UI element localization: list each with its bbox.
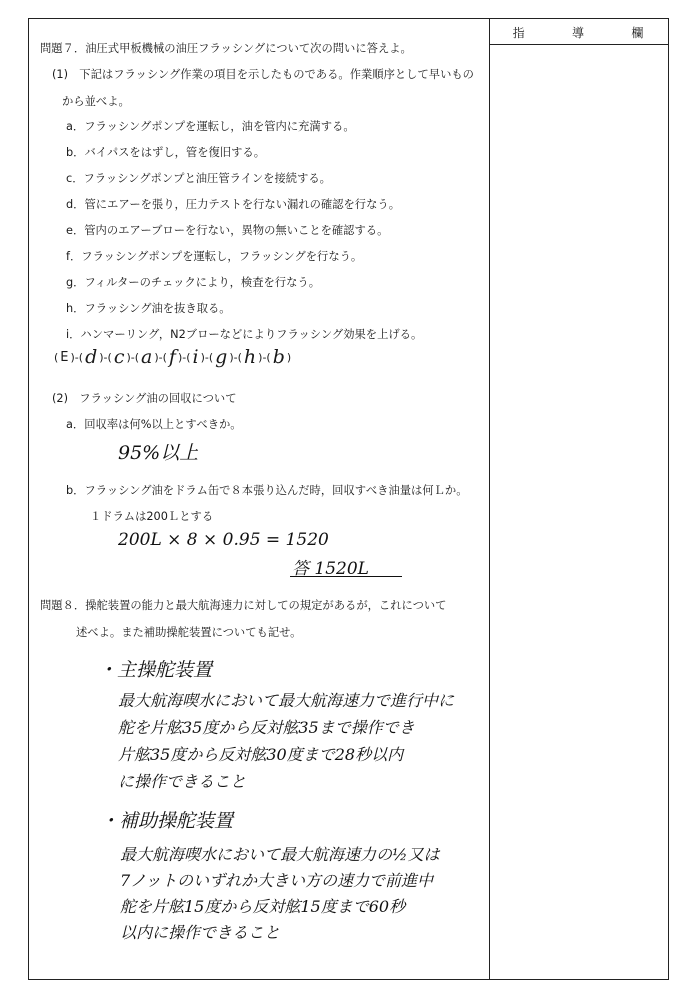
answer-letter: h — [243, 346, 257, 368]
answer-letter: b — [272, 346, 285, 368]
q8-main-line: に操作できること — [118, 772, 247, 791]
list-item: i．ハンマーリング，N2ブローなどによりフラッシング効果を上げる。 — [66, 328, 423, 341]
q8-aux-line: 最大航海喫水において最大航海速力の½又は — [120, 845, 440, 864]
guidance-column-header — [490, 20, 668, 44]
q7-part2-result: 答 1520L — [292, 559, 369, 579]
q7-part2-calculation: 200L × 8 × 0.95 = 1520 — [118, 530, 329, 550]
q7-part2-prompt: (2) フラッシング油の回収について — [52, 392, 237, 405]
result-underline — [290, 576, 402, 577]
q7-part2-note: １ドラムは200Ｌとする — [90, 510, 214, 523]
q8-main-line: 片舷35度から反対舷30度まで28秒以内 — [118, 745, 404, 764]
answer-letter: f — [168, 346, 176, 368]
list-item: a．フラッシングポンプを運転し，油を管内に充満する。 — [66, 120, 355, 133]
answer-letter: g — [215, 346, 228, 368]
q7-part1-prompt: (1) 下記はフラッシング作業の項目を示したものである。作業順序として早いもの — [52, 68, 474, 81]
list-item: e．管内のエアーブローを行ない，異物の無いことを確認する。 — [66, 224, 389, 237]
list-item: h．フラッシング油を抜き取る。 — [66, 302, 231, 315]
guidance-header-rule — [489, 44, 669, 45]
q7-answer-order: ( E )-( d )-( c )-( a )-( f )-( i )-( g )-( h )-( b ) — [54, 346, 292, 368]
guidance-column-divider — [489, 18, 490, 980]
q8-main-steering-heading: ・主操舵装置 — [98, 659, 213, 681]
q8-aux-line: 舵を片舷15度から反対舷15度まで60秒 — [120, 897, 406, 916]
q7-part2-answer-a: 95%以上 — [118, 442, 199, 464]
list-item: c．フラッシングポンプと油圧管ラインを接続する。 — [66, 172, 331, 185]
answer-letter: d — [85, 346, 98, 368]
q7-part1-prompt-cont: から並べよ。 — [62, 95, 130, 108]
answer-sheet-border — [28, 18, 669, 980]
answer-letter: c — [113, 346, 125, 368]
q8-title-cont: 述べよ。また補助操舵装置についても記せ。 — [76, 626, 302, 639]
answer-letter: E — [60, 349, 69, 365]
q8-aux-line: 7ノットのいずれか大きい方の速力で前進中 — [120, 871, 434, 890]
q7-part2-question-a: a．回収率は何%以上とすべきか。 — [66, 418, 242, 431]
answer-letter: i — [192, 346, 199, 368]
q8-title: 問題８．操舵装置の能力と最大航海速力に対しての規定があるが，これについて — [40, 599, 447, 612]
list-item: f．フラッシングポンプを運転し，フラッシングを行なう。 — [66, 250, 363, 263]
q8-main-line: 最大航海喫水において最大航海速力で進行中に — [118, 691, 455, 710]
list-item: d．管にエアーを張り，圧力テストを行ない漏れの確認を行なう。 — [66, 198, 400, 211]
q7-title: 問題７．油圧式甲板機械の油圧フラッシングについて次の問いに答えよ。 — [40, 42, 412, 55]
guidance-header-char: 指 — [512, 25, 527, 40]
answer-letter: a — [141, 346, 153, 368]
list-item: b．バイパスをはずし，管を復旧する。 — [66, 146, 265, 159]
q7-part2-question-b: b．フラッシング油をドラム缶で８本張り込んだ時，回収すべき油量は何Ｌか。 — [66, 484, 468, 497]
q8-aux-steering-heading: ・補助操舵装置 — [100, 810, 234, 832]
q8-aux-line: 以内に操作できること — [120, 923, 281, 942]
q8-main-line: 舵を片舷35度から反対舷35まで操作でき — [118, 718, 415, 737]
guidance-header-char: 導 — [571, 25, 586, 40]
list-item: g．フィルターのチェックにより，検査を行なう。 — [66, 276, 321, 289]
guidance-header-char: 欄 — [631, 25, 646, 40]
